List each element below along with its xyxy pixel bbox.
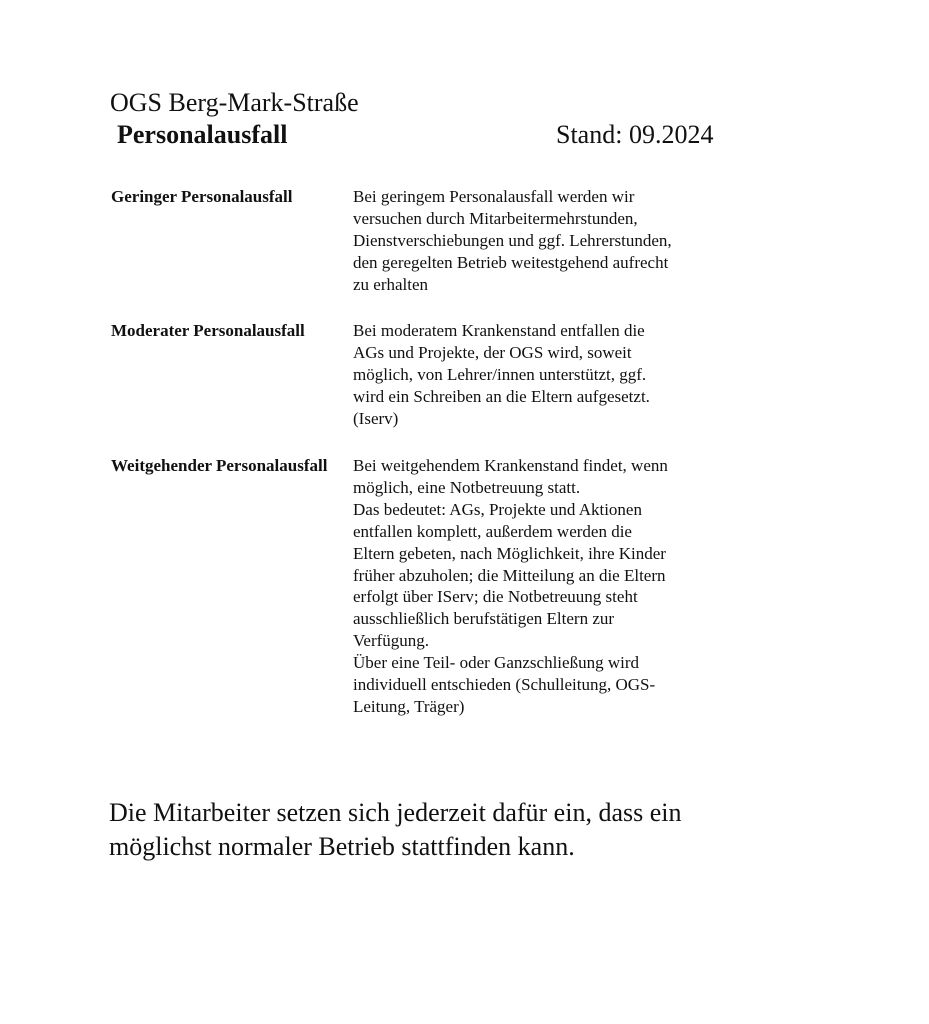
description-line: ausschließlich berufstätigen Eltern zur (353, 609, 615, 629)
document-title: Personalausfall (117, 120, 288, 149)
description-line: möglich, von Lehrer/innen unterstützt, ggf. (353, 364, 647, 384)
description-line: Bei weitgehendem Krankenstand findet, wenn (353, 456, 668, 475)
level-label: Geringer Personalausfall (111, 187, 293, 206)
level-label: Moderater Personalausfall (111, 321, 305, 340)
closing-line: Die Mitarbeiter setzen sich jederzeit dafür ein, dass ein (109, 798, 682, 827)
organization-name: OGS Berg-Mark-Straße (110, 88, 359, 117)
description-line: Eltern gebeten, nach Möglichkeit, ihre Kinder (353, 543, 666, 563)
description-line: wird ein Schreiben an die Eltern aufgesetzt. (353, 386, 650, 406)
description-line: entfallen komplett, außerdem werden die (353, 521, 632, 541)
description-line: erfolgt über IServ; die Notbetreuung steht (353, 587, 638, 607)
level-description (353, 186, 713, 296)
description-line: Das bedeutet: AGs, Projekte und Aktionen (353, 499, 642, 519)
description-line: den geregelten Betrieb weitestgehend aufrecht (353, 252, 669, 272)
description-line: (Iserv) (353, 408, 399, 428)
document-date: Stand: 09.2024 (556, 120, 714, 149)
level-description (353, 455, 713, 718)
level-label: Weitgehender Personalausfall (111, 456, 328, 475)
description-line: Dienstverschiebungen und ggf. Lehrerstunden, (353, 230, 672, 250)
description-line: Bei geringem Personalausfall werden wir (353, 187, 635, 206)
description-line: möglich, eine Notbetreuung statt. (353, 477, 581, 497)
description-line: AGs und Projekte, der OGS wird, soweit (353, 342, 632, 362)
description-line: Bei moderatem Krankenstand entfallen die (353, 321, 645, 340)
description-line: Über eine Teil- oder Ganzschließung wird (353, 653, 639, 673)
closing-line: möglichst normaler Betrieb stattfinden kann. (109, 832, 575, 861)
description-line: zu erhalten (353, 274, 429, 294)
description-line: individuell entschieden (Schulleitung, OGS- (353, 675, 656, 695)
description-line: Leitung, Träger) (353, 696, 465, 716)
closing-statement (109, 796, 809, 864)
description-line: versuchen durch Mitarbeitermehrstunden, (353, 208, 638, 228)
description-line: früher abzuholen; die Mitteilung an die Eltern (353, 565, 666, 585)
description-line: Verfügung. (353, 631, 430, 651)
level-description (353, 320, 713, 430)
